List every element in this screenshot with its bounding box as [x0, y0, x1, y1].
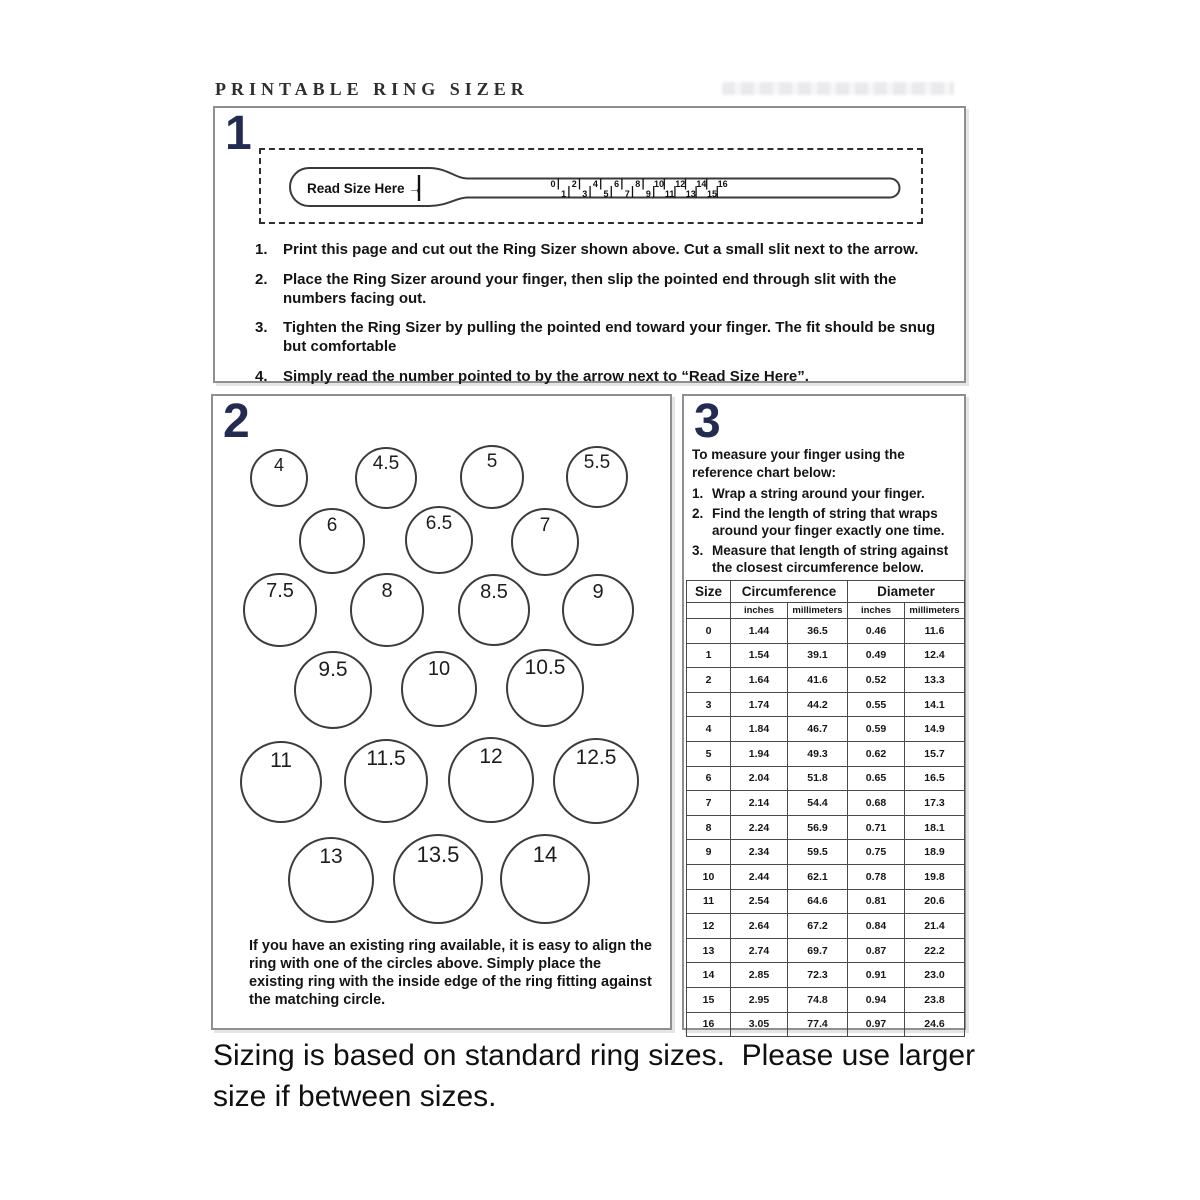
step-number: 3.: [255, 319, 268, 337]
circ-inches: 1.64: [731, 668, 788, 693]
circ-mm: 62.1: [788, 864, 848, 889]
col-subheader-circ-mm: millimeters: [788, 603, 848, 619]
circ-mm: 51.8: [788, 766, 848, 791]
step-number: 1.: [692, 486, 704, 501]
ring-size-circle-13.5: [393, 834, 483, 924]
step-number: 1.: [255, 241, 268, 258]
circ-inches: 3.05: [731, 1012, 788, 1037]
diam-mm: 18.9: [905, 840, 965, 865]
circ-inches: 1.54: [731, 643, 788, 668]
col-header-circumference: Circumference: [731, 581, 848, 603]
circ-mm: 74.8: [788, 987, 848, 1012]
step-number: 2.: [255, 270, 268, 288]
ring-size-label: 8.5: [480, 581, 508, 603]
section-reference-chart: [682, 394, 966, 1030]
diam-mm: 17.3: [905, 791, 965, 816]
diam-inches: 0.81: [848, 889, 905, 914]
ruler-number: 8: [635, 179, 641, 189]
circ-inches: 2.24: [731, 815, 788, 840]
diam-inches: 0.87: [848, 938, 905, 963]
size-chart-wrapper: [686, 580, 962, 1037]
diam-inches: 0.46: [848, 619, 905, 644]
diam-mm: 24.6: [905, 1012, 965, 1037]
circ-inches: 2.74: [731, 938, 788, 963]
circ-inches: 1.84: [731, 717, 788, 742]
diam-mm: 15.7: [905, 741, 965, 766]
section-number-1: 1: [225, 107, 252, 160]
ring-size-circle-6: [299, 508, 365, 574]
circ-inches: 2.54: [731, 889, 788, 914]
ruler-number: 12: [675, 179, 686, 189]
ring-size-label: 10.5: [524, 656, 566, 679]
circ-inches: 2.85: [731, 963, 788, 988]
circ-mm: 36.5: [788, 619, 848, 644]
size-row-5: [687, 741, 965, 766]
size-value: 10: [687, 864, 731, 889]
ring-size-label: 12: [479, 745, 503, 768]
diam-mm: 22.2: [905, 938, 965, 963]
ring-sizer-strip: [261, 150, 921, 222]
step-text: Place the Ring Sizer around your finger, then slip the pointed end through slit with the numbers facing out.: [283, 270, 897, 307]
size-row-7: [687, 791, 965, 816]
section-number-3: 3: [694, 395, 721, 448]
ring-size-circle-5.5: [566, 446, 628, 508]
ring-size-label: 4.5: [372, 453, 400, 474]
diam-inches: 0.94: [848, 987, 905, 1012]
ring-size-label: 14: [532, 842, 558, 867]
diam-mm: 14.1: [905, 692, 965, 717]
ring-size-circle-12.5: [553, 738, 639, 824]
step-number: 2.: [692, 505, 704, 521]
size-row-0: [687, 619, 965, 644]
sizing-disclaimer: Sizing is based on standard ring sizes. Please use larger size if between sizes.: [213, 1039, 984, 1113]
ring-size-label: 6.5: [425, 513, 453, 534]
diam-mm: 21.4: [905, 914, 965, 939]
step-text: Print this page and cut out the Ring Sizer shown above. Cut a small slit next to the arrow.: [283, 241, 919, 258]
circ-mm: 69.7: [788, 938, 848, 963]
cutout-instructions-list: [255, 241, 947, 398]
size-row-10: [687, 864, 965, 889]
cutout-step-3: [255, 319, 947, 357]
ring-size-circle-10.5: [506, 649, 584, 727]
col-subheader-circ-inches: inches: [731, 603, 788, 619]
size-row-6: [687, 766, 965, 791]
size-row-11: [687, 889, 965, 914]
size-value: 6: [687, 766, 731, 791]
circ-mm: 77.4: [788, 1012, 848, 1037]
circ-inches: 1.74: [731, 692, 788, 717]
diam-mm: 19.8: [905, 864, 965, 889]
step-text: Simply read the number pointed to by the arrow next to “Read Size Here”.: [283, 367, 809, 385]
size-row-2: [687, 668, 965, 693]
circ-mm: 72.3: [788, 963, 848, 988]
section-ring-circles: [211, 394, 672, 1030]
section-number-2: 2: [223, 395, 250, 448]
ruler-number: 6: [614, 179, 620, 189]
ring-size-circle-8: [350, 573, 424, 647]
ring-size-label: 6: [326, 515, 338, 536]
size-row-8: [687, 815, 965, 840]
ruler-number: 10: [653, 179, 665, 189]
step-text: Wrap a string around your finger.: [712, 486, 925, 501]
ruler-number: 3: [582, 189, 588, 199]
size-value: 4: [687, 717, 731, 742]
ring-size-label: 11.5: [366, 747, 406, 770]
ring-size-label: 10: [427, 658, 451, 680]
ring-size-label: 4: [273, 455, 284, 475]
diam-mm: 20.6: [905, 889, 965, 914]
step-text: Tighten the Ring Sizer by pulling the pointed end toward your finger. The fit should be snug but comfortable: [283, 319, 936, 355]
size-row-1: [687, 643, 965, 668]
diam-inches: 0.49: [848, 643, 905, 668]
ring-size-circle-8.5: [458, 574, 530, 646]
ruler-number: 14: [696, 179, 707, 189]
ring-size-label: 5.5: [583, 452, 611, 473]
circ-mm: 41.6: [788, 668, 848, 693]
ruler-number: 15: [706, 189, 718, 199]
cutout-step-4: [255, 368, 947, 387]
diam-inches: 0.65: [848, 766, 905, 791]
col-subheader-blank: [687, 603, 731, 619]
circ-mm: 54.4: [788, 791, 848, 816]
cutout-step-2: [255, 271, 947, 309]
ruler-number: 1: [561, 189, 567, 199]
ring-size-circle-6.5: [405, 506, 473, 574]
ruler-number: 16: [717, 179, 728, 189]
size-row-13: [687, 938, 965, 963]
ring-size-circle-11.5: [344, 739, 428, 823]
col-header-size: Size: [687, 581, 731, 603]
measure-step-2: [692, 505, 960, 540]
ring-size-label: 12.5: [575, 746, 617, 769]
measure-intro-text: To measure your finger using the reference chart below:: [692, 447, 905, 480]
ring-size-circle-9: [562, 574, 634, 646]
size-value: 13: [687, 938, 731, 963]
step-text: Find the length of string that wraps around your finger exactly one time.: [712, 505, 945, 539]
diam-inches: 0.71: [848, 815, 905, 840]
cutout-dashed-outline: [259, 148, 923, 224]
circ-mm: 59.5: [788, 840, 848, 865]
diam-inches: 0.75: [848, 840, 905, 865]
diam-mm: 23.0: [905, 963, 965, 988]
ruler-number: 7: [624, 189, 630, 199]
cutout-step-1: [255, 241, 947, 260]
diam-inches: 0.91: [848, 963, 905, 988]
size-row-14: [687, 963, 965, 988]
diam-mm: 13.3: [905, 668, 965, 693]
read-size-here-label: Read Size Here →: [307, 181, 422, 196]
ruler-number: 13: [685, 189, 696, 199]
diam-inches: 0.59: [848, 717, 905, 742]
circ-inches: 2.95: [731, 987, 788, 1012]
step-number: 4.: [255, 367, 268, 385]
circ-inches: 2.34: [731, 840, 788, 865]
size-value: 3: [687, 692, 731, 717]
ring-size-label: 13.5: [416, 842, 460, 867]
size-value: 11: [687, 889, 731, 914]
ring-size-circle-10: [401, 651, 477, 727]
diam-mm: 11.6: [905, 619, 965, 644]
circ-inches: 1.94: [731, 741, 788, 766]
size-row-9: [687, 840, 965, 865]
ruler-number: 0: [550, 179, 556, 189]
ring-size-circle-14: [500, 834, 590, 924]
measure-step-3: [692, 542, 960, 577]
measure-steps-list: [692, 485, 960, 579]
ring-size-label: 7.5: [266, 580, 294, 602]
size-value: 0: [687, 619, 731, 644]
diam-inches: 0.78: [848, 864, 905, 889]
diam-inches: 0.62: [848, 741, 905, 766]
ring-size-label: 11: [270, 749, 292, 772]
circ-mm: 44.2: [788, 692, 848, 717]
ring-size-circle-4: [250, 449, 308, 507]
step-text: Measure that length of string against the closest circumference below.: [712, 542, 949, 576]
ring-size-circle-9.5: [294, 651, 372, 729]
circ-mm: 64.6: [788, 889, 848, 914]
size-value: 1: [687, 643, 731, 668]
circ-mm: 49.3: [788, 741, 848, 766]
ring-size-circle-13: [288, 837, 374, 923]
circ-inches: 2.44: [731, 864, 788, 889]
ruler-number: 9: [645, 189, 651, 199]
size-value: 15: [687, 987, 731, 1012]
existing-ring-note: If you have an existing ring available, it is easy to align the ring with one of the circles above. Simply place the existing ring with the inside edge of the ring fitting against the matching circle.: [249, 938, 652, 1009]
circ-inches: 2.04: [731, 766, 788, 791]
page-title: PRINTABLE RING SIZER: [215, 79, 529, 99]
ring-size-circle-11: [240, 741, 322, 823]
diam-mm: 23.8: [905, 987, 965, 1012]
size-value: 7: [687, 791, 731, 816]
size-row-15: [687, 987, 965, 1012]
step-number: 3.: [692, 542, 704, 558]
size-value: 16: [687, 1012, 731, 1037]
size-row-4: [687, 717, 965, 742]
diam-inches: 0.97: [848, 1012, 905, 1037]
ring-size-label: 8: [381, 580, 393, 602]
size-value: 2: [687, 668, 731, 693]
circ-inches: 2.64: [731, 914, 788, 939]
ring-size-label: 9.5: [318, 658, 348, 681]
ruler-number: 2: [571, 179, 577, 189]
circ-mm: 67.2: [788, 914, 848, 939]
section-ring-sizer-cutout: [213, 106, 966, 383]
diam-inches: 0.52: [848, 668, 905, 693]
diam-mm: 16.5: [905, 766, 965, 791]
diam-inches: 0.68: [848, 791, 905, 816]
ring-size-circle-7: [511, 508, 579, 576]
size-row-16: [687, 1012, 965, 1037]
diam-mm: 18.1: [905, 815, 965, 840]
ring-size-circle-5: [460, 445, 524, 509]
circ-inches: 1.44: [731, 619, 788, 644]
diam-mm: 14.9: [905, 717, 965, 742]
size-value: 8: [687, 815, 731, 840]
faint-watermark-text: [722, 82, 954, 95]
circ-mm: 56.9: [788, 815, 848, 840]
circ-mm: 39.1: [788, 643, 848, 668]
col-header-diameter: Diameter: [848, 581, 965, 603]
col-subheader-diam-mm: millimeters: [905, 603, 965, 619]
ruler-number: 4: [592, 179, 598, 189]
ring-size-circle-7.5: [243, 573, 317, 647]
size-value: 5: [687, 741, 731, 766]
size-value: 9: [687, 840, 731, 865]
col-subheader-diam-inches: inches: [848, 603, 905, 619]
diam-inches: 0.84: [848, 914, 905, 939]
ruler-number: 5: [603, 189, 609, 199]
circ-inches: 2.14: [731, 791, 788, 816]
ring-size-label: 9: [592, 581, 604, 603]
ruler-number: 11: [664, 189, 675, 199]
ring-size-label: 13: [319, 845, 343, 868]
ring-size-label: 5: [486, 451, 498, 472]
ring-size-circle-4.5: [355, 447, 417, 509]
diam-inches: 0.55: [848, 692, 905, 717]
circ-mm: 46.7: [788, 717, 848, 742]
size-row-12: [687, 914, 965, 939]
size-value: 14: [687, 963, 731, 988]
measure-step-1: [692, 485, 960, 503]
ring-size-label: 7: [539, 515, 551, 536]
diam-mm: 12.4: [905, 643, 965, 668]
size-row-3: [687, 692, 965, 717]
ring-size-table: [686, 580, 965, 1037]
size-value: 12: [687, 914, 731, 939]
ring-size-circle-12: [448, 737, 534, 823]
